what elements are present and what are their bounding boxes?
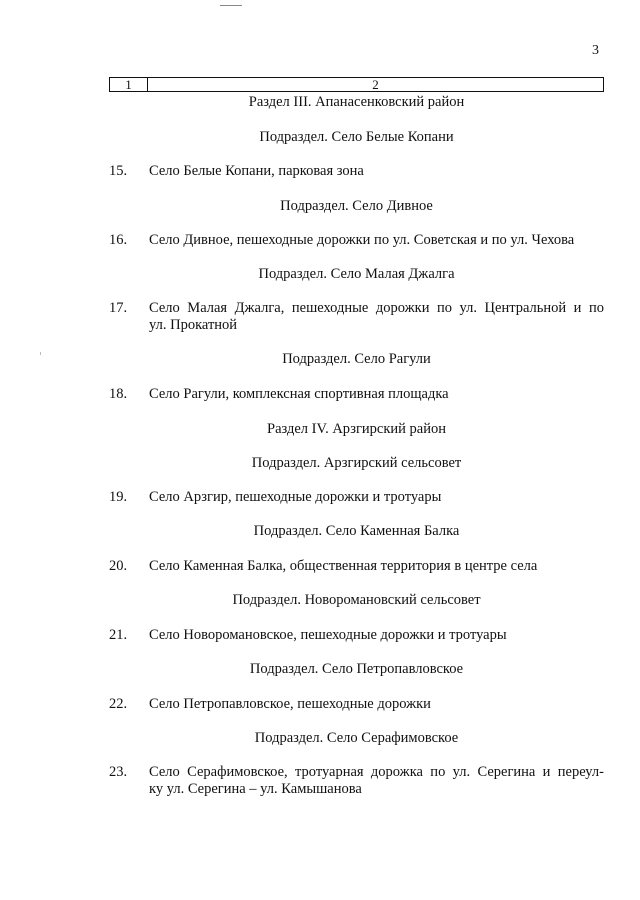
item-text <box>149 489 604 506</box>
list-item <box>109 300 604 334</box>
subsection-heading: Подраздел. Село Дивное <box>280 198 433 214</box>
list-item <box>109 386 604 403</box>
item-text <box>149 627 604 644</box>
margin-scan-mark <box>40 352 41 355</box>
item-text <box>149 386 604 403</box>
item-text-line: Село Новоромановское, пешеходные дорожки и тротуары <box>149 627 507 643</box>
subsection-heading: Подраздел. Село Рагули <box>282 351 431 367</box>
item-text-line: ку ул. Серегина – ул. Камышанова <box>149 781 362 797</box>
column-number-2: 2 <box>372 77 379 92</box>
item-text-line: Село Рагули, комплексная спортивная площадка <box>149 386 449 402</box>
item-number: 20. <box>109 558 128 574</box>
item-text-line: Село Белые Копани, парковая зона <box>149 163 364 179</box>
subsection-heading: Подраздел. Село Каменная Балка <box>253 523 460 539</box>
list-item <box>109 696 604 713</box>
list-item <box>109 627 604 644</box>
subsection-heading: Подраздел. Новоромановский сельсовет <box>232 592 481 608</box>
subsection-heading: Подраздел. Арзгирский сельсовет <box>251 455 462 471</box>
item-text <box>149 558 604 575</box>
item-number: 21. <box>109 627 128 643</box>
item-number: 19. <box>109 489 128 505</box>
item-text-line: ул. Прокатной <box>149 317 238 333</box>
list-item <box>109 163 604 180</box>
item-number: 17. <box>109 300 128 316</box>
item-text <box>149 764 604 798</box>
item-text <box>149 696 604 713</box>
subsection-heading: Подраздел. Село Серафимовское <box>254 730 459 746</box>
item-number: 22. <box>109 696 128 712</box>
item-text <box>149 300 604 334</box>
item-number: 23. <box>109 764 128 780</box>
page-number: 3 <box>592 43 599 58</box>
list-item <box>109 489 604 506</box>
item-text-line: Село Дивное, пешеходные дорожки по ул. Советская и по ул. Чехова <box>149 232 575 248</box>
subsection-heading: Подраздел. Село Белые Копани <box>259 129 454 145</box>
subsection-heading: Подраздел. Село Малая Джалга <box>258 266 455 282</box>
section-heading: Раздел IV. Арзгирский район <box>267 421 446 437</box>
column-number-1: 1 <box>110 78 148 91</box>
list-item <box>109 764 604 798</box>
item-number: 18. <box>109 386 128 402</box>
item-text-line: Село Каменная Балка, общественная территория в центре села <box>149 558 538 574</box>
item-text-line: Село Петропавловское, пешеходные дорожки <box>149 696 431 712</box>
item-number: 15. <box>109 163 128 179</box>
section-heading: Раздел III. Апанасенковский район <box>248 94 465 110</box>
table-column-header <box>109 77 604 92</box>
item-number: 16. <box>109 232 128 248</box>
item-text-line: Село Арзгир, пешеходные дорожки и тротуары <box>149 489 442 505</box>
item-text <box>149 163 604 180</box>
subsection-heading: Подраздел. Село Петропавловское <box>249 661 464 677</box>
item-text-line: Село Малая Джалга, пешеходные дорожки по ул. Центральной и по <box>149 300 604 316</box>
list-item <box>109 232 604 249</box>
top-scan-mark <box>220 5 242 6</box>
list-item <box>109 558 604 575</box>
item-text-line: Село Серафимовское, тротуарная дорожка по ул. Серегина и переул- <box>149 764 604 780</box>
item-text <box>149 232 604 249</box>
